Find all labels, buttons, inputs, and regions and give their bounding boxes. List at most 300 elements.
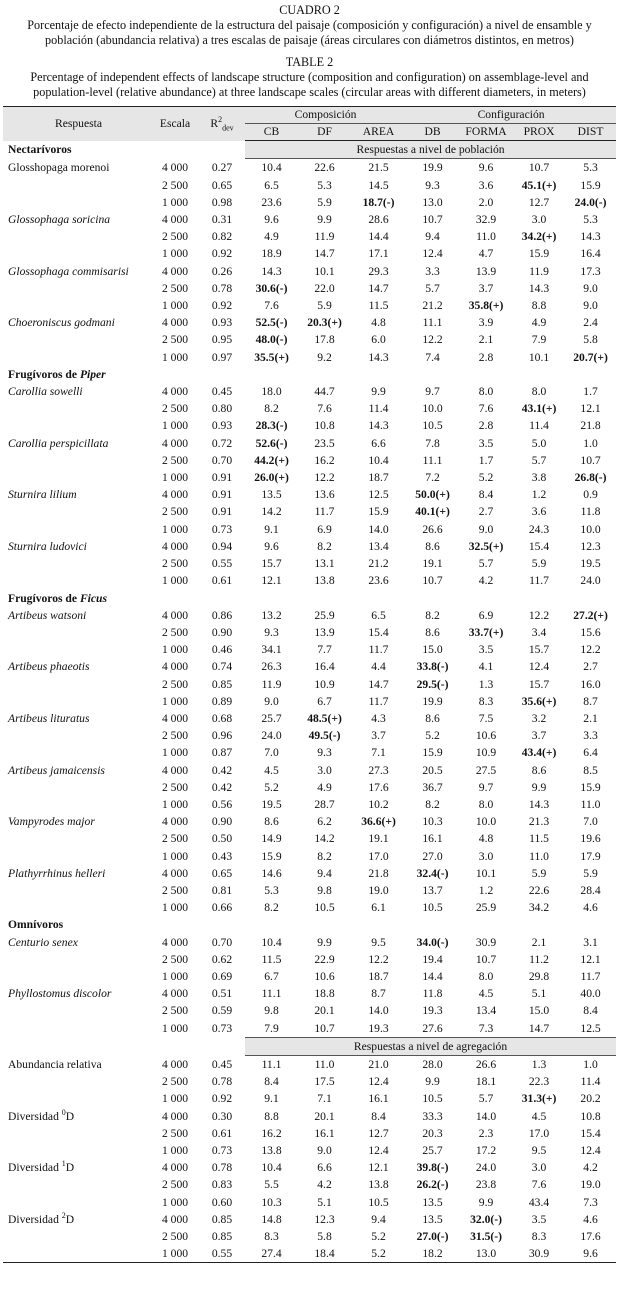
group-row: [3, 141, 616, 159]
scale-cell: 1 000: [161, 419, 189, 433]
scale-cell: 1 000: [161, 1092, 189, 1106]
value-cell: 2.8: [478, 419, 494, 433]
value-cell: 2.8: [478, 350, 494, 364]
scale-cell: 2 500: [161, 1075, 189, 1089]
value-cell: 2.7: [583, 660, 598, 674]
table-row: [3, 1176, 616, 1193]
value-cell: 11.1: [422, 453, 443, 467]
value-cell: 44.7: [314, 385, 335, 399]
value-cell: 24.0: [580, 574, 601, 588]
table-row: [3, 1125, 616, 1142]
scale-cell: 2 500: [161, 402, 189, 416]
value-cell: 8.7: [583, 694, 598, 708]
value-cell: 12.5: [580, 1021, 601, 1035]
scale-cell: 4 000: [161, 815, 189, 829]
value-cell: 8.4: [478, 488, 494, 502]
value-cell: 27.5: [475, 763, 497, 777]
value-cell: 6.5: [371, 608, 386, 622]
value-cell: 32.9: [475, 213, 497, 227]
r2-cell: 0.92: [211, 299, 233, 313]
value-cell: 3.6: [531, 505, 547, 519]
value-cell: 43.4(+): [521, 746, 557, 760]
value-cell: 13.0: [459, 1245, 513, 1263]
scale-cell: 4 000: [161, 935, 189, 949]
value-cell: 9.9: [371, 385, 386, 399]
value-cell: 13.1: [314, 557, 335, 571]
value-cell: 3.0: [478, 849, 494, 863]
r2-cell: 0.46: [211, 643, 233, 657]
table-row: [3, 1159, 616, 1176]
scale-cell: 2 500: [161, 1178, 189, 1192]
value-cell: 5.1: [317, 1195, 332, 1209]
scale-cell: 1 000: [161, 643, 189, 657]
table-row: [3, 194, 616, 211]
value-cell: 10.4: [368, 453, 389, 467]
table-row: [3, 297, 616, 314]
scale-cell: 1 000: [161, 694, 189, 708]
spacer-cell: [245, 590, 616, 607]
response-name: [3, 624, 151, 641]
value-cell: 9.7: [478, 780, 494, 794]
value-cell: 5.7: [478, 1092, 494, 1106]
table-row: [3, 641, 616, 658]
value-cell: 18.2: [406, 1245, 459, 1263]
value-cell: 5.0: [531, 436, 547, 450]
value-cell: 9.2: [317, 350, 332, 364]
table-row: [3, 263, 616, 280]
value-cell: 9.8: [264, 1004, 279, 1018]
value-cell: 21.2: [422, 299, 443, 313]
value-cell: 12.2: [368, 952, 389, 966]
table-row: [3, 469, 616, 486]
value-cell: 20.7(+): [573, 350, 608, 364]
value-cell: 26.0(+): [254, 471, 289, 485]
response-name: Artibeus watsoni: [8, 608, 87, 622]
value-cell: 7.6: [264, 299, 279, 313]
value-cell: 3.5: [531, 1212, 547, 1226]
response-name: [3, 297, 151, 314]
r2-cell: 0.90: [211, 625, 233, 639]
value-cell: 10.4: [261, 161, 282, 175]
scale-cell: 4 000: [161, 316, 189, 330]
value-cell: 28.3(-): [255, 419, 288, 433]
value-cell: 8.6: [425, 711, 440, 725]
value-cell: 24.0(-): [574, 195, 607, 209]
scale-cell: 1 000: [161, 1144, 189, 1157]
header-configuracion: Configuración: [406, 107, 616, 124]
scale-cell: 4 000: [161, 436, 189, 450]
value-cell: 14.3: [580, 230, 601, 244]
scale-cell: 2 500: [161, 1126, 189, 1140]
spacer-cell: [199, 916, 245, 933]
value-cell: 4.9: [531, 316, 547, 330]
r2-cell: 0.26: [211, 264, 233, 278]
r2-cell: 0.72: [211, 436, 233, 450]
response-name: [3, 177, 151, 194]
value-cell: 14.0: [368, 1004, 389, 1018]
value-cell: 5.8: [317, 1230, 332, 1244]
value-cell: 25.7: [261, 711, 282, 725]
value-cell: 18.8: [314, 987, 335, 1001]
value-cell: 14.3: [261, 264, 282, 278]
value-cell: 26.6: [475, 1057, 497, 1071]
response-name: [3, 1002, 151, 1019]
value-cell: 10.9: [475, 746, 497, 760]
value-cell: 4.7: [478, 247, 494, 261]
value-cell: 17.0: [528, 1126, 550, 1140]
value-cell: 18.7: [368, 471, 389, 485]
value-cell: 14.4: [368, 230, 389, 244]
value-cell: 9.9: [531, 780, 547, 794]
value-cell: 6.4: [583, 746, 598, 760]
r2-cell: 0.86: [211, 608, 233, 622]
value-cell: 13.8: [261, 1144, 282, 1157]
scale-cell: 2 500: [161, 832, 189, 846]
table-row: [3, 1245, 616, 1263]
r2-cell: 0.42: [211, 780, 233, 794]
value-cell: 23.6: [368, 574, 389, 588]
value-cell: 9.9: [478, 1195, 494, 1209]
scale-cell: 4 000: [161, 608, 189, 622]
response-name: [3, 1176, 151, 1193]
table-row: [3, 314, 616, 331]
spacer-cell: [245, 366, 616, 383]
value-cell: 17.6: [368, 780, 389, 794]
r2-cell: 0.81: [211, 883, 233, 897]
r2-cell: 0.93: [211, 419, 233, 433]
value-cell: 4.8: [371, 316, 386, 330]
value-cell: 3.7: [478, 281, 494, 295]
table-row: [3, 813, 616, 830]
value-cell: 10.5: [422, 1092, 443, 1106]
value-cell: 9.9: [425, 1075, 440, 1089]
value-cell: 10.3: [261, 1195, 282, 1209]
value-cell: 13.5: [422, 1212, 443, 1226]
r2-cell: 0.45: [211, 1057, 233, 1071]
value-cell: 15.9: [368, 505, 389, 519]
value-cell: 16.2: [314, 453, 335, 467]
table-row: [3, 693, 616, 710]
header-col-df: DF: [298, 124, 351, 141]
value-cell: 12.1: [368, 1161, 389, 1175]
value-cell: 9.0: [264, 694, 279, 708]
value-cell: 11.9: [529, 264, 549, 278]
value-cell: 13.6: [314, 488, 335, 502]
value-cell: 48.0(-): [255, 333, 288, 347]
table-row: [3, 383, 616, 400]
scale-cell: 4 000: [161, 1161, 189, 1175]
value-cell: 7.1: [317, 1092, 332, 1106]
value-cell: 9.0: [478, 522, 494, 536]
scale-cell: 1 000: [161, 195, 189, 209]
value-cell: 33.3: [422, 1109, 443, 1123]
value-cell: 9.4: [317, 866, 332, 880]
value-cell: 33.7(+): [468, 625, 504, 639]
value-cell: 7.7: [317, 643, 332, 657]
value-cell: 14.3: [368, 419, 389, 433]
value-cell: 11.1: [422, 316, 443, 330]
value-cell: 8.3: [478, 694, 494, 708]
value-cell: 8.2: [264, 901, 279, 915]
r2-cell: 0.91: [211, 488, 233, 502]
value-cell: 48.5(+): [307, 711, 342, 725]
value-cell: 10.7: [528, 161, 550, 175]
value-cell: 3.0: [531, 213, 547, 227]
scale-cell: 1 000: [161, 797, 189, 811]
value-cell: 19.5: [261, 797, 282, 811]
value-cell: 7.9: [264, 1021, 279, 1035]
value-cell: 2.1: [531, 935, 547, 949]
value-cell: 11.9: [261, 677, 282, 691]
table-row: [3, 1002, 616, 1019]
value-cell: 0.9: [583, 488, 598, 502]
value-cell: 11.7: [580, 969, 601, 983]
value-cell: 9.1: [264, 1092, 279, 1106]
value-cell: 3.0: [531, 1161, 547, 1175]
value-cell: 14.3: [528, 797, 550, 811]
r2-cell: 0.42: [211, 763, 233, 777]
value-cell: 9.8: [317, 883, 332, 897]
response-name: Sturnira ludovici: [8, 539, 87, 553]
value-cell: 8.2: [425, 608, 440, 622]
value-cell: 5.3: [583, 161, 598, 175]
value-cell: 34.1: [261, 643, 282, 657]
scale-cell: 4 000: [161, 660, 189, 674]
table-row: [3, 1194, 616, 1211]
value-cell: 22.0: [314, 281, 335, 295]
scale-cell: 4 000: [161, 161, 189, 175]
r2-cell: 0.73: [211, 1021, 233, 1035]
value-cell: 6.9: [317, 522, 332, 536]
value-cell: 13.4: [475, 1004, 497, 1018]
value-cell: 20.2: [580, 1092, 601, 1106]
r2-cell: 0.91: [211, 505, 233, 519]
value-cell: 12.4: [580, 1144, 601, 1157]
caption-es-line1: Porcentaje de efecto independiente de la estructura del paisaje (composición y configuración) a nivel de ensamble y: [27, 18, 592, 33]
table-row: [3, 848, 616, 865]
value-cell: 8.4: [583, 1004, 598, 1018]
response-name: [3, 1228, 151, 1245]
table-row: [3, 968, 616, 985]
section-banner-label: Respuestas a nivel de agregación: [245, 1037, 616, 1055]
response-name: Glossophaga soricina: [8, 213, 111, 227]
value-cell: 7.2: [425, 471, 440, 485]
value-cell: 19.1: [422, 557, 443, 571]
r2-cell: 0.66: [211, 901, 233, 915]
table-row: [3, 865, 616, 882]
value-cell: 8.5: [583, 763, 598, 777]
table-row: [3, 762, 616, 779]
value-cell: 23.8: [475, 1178, 497, 1192]
value-cell: 15.7: [261, 557, 282, 571]
value-cell: 19.4: [422, 952, 443, 966]
header-composicion: Composición: [245, 107, 406, 124]
value-cell: 8.7: [371, 987, 386, 1001]
value-cell: 9.1: [264, 522, 279, 536]
response-name: [3, 1125, 151, 1142]
response-name: Centurio senex: [8, 935, 78, 949]
value-cell: 19.6: [580, 832, 601, 846]
value-cell: 20.3: [422, 1126, 443, 1140]
value-cell: 10.5: [368, 1195, 389, 1209]
value-cell: 11.5: [529, 832, 549, 846]
value-cell: 49.5(-): [308, 729, 341, 743]
r2-cell: 0.62: [211, 952, 233, 966]
table-row: [3, 521, 616, 538]
scale-cell: 2 500: [161, 883, 189, 897]
value-cell: 8.3: [531, 1230, 547, 1244]
value-cell: 5.7: [478, 557, 494, 571]
value-cell: 15.4: [528, 539, 550, 553]
value-cell: 3.3: [583, 729, 598, 743]
value-cell: 9.0: [317, 1144, 332, 1157]
r2-cell: 0.95: [211, 333, 233, 347]
value-cell: 23.5: [314, 436, 335, 450]
value-cell: 3.4: [531, 625, 547, 639]
r2-cell: 0.96: [211, 729, 233, 743]
table-row: [3, 624, 616, 641]
value-cell: 26.8(-): [574, 471, 607, 485]
table-row: [3, 349, 616, 366]
value-cell: 8.0: [478, 969, 494, 983]
response-name: Diversidad $^0$D: [8, 1107, 75, 1123]
value-cell: 8.6: [531, 763, 547, 777]
table-row: [3, 1228, 616, 1245]
value-cell: 13.4: [368, 539, 389, 553]
table-row: [3, 830, 616, 847]
value-cell: 10.4: [261, 1161, 282, 1175]
value-cell: 12.3: [580, 539, 601, 553]
value-cell: 19.0: [368, 883, 389, 897]
value-cell: 9.9: [317, 935, 332, 949]
value-cell: 5.8: [583, 333, 598, 347]
value-cell: 27.3: [368, 763, 389, 777]
value-cell: 17.5: [314, 1075, 335, 1089]
r2-cell: 0.55: [199, 1245, 245, 1263]
value-cell: 44.2(+): [254, 453, 289, 467]
value-cell: 14.0: [368, 522, 389, 536]
value-cell: 20.3(+): [307, 316, 342, 330]
value-cell: 15.0: [528, 1004, 550, 1018]
table-row: [3, 245, 616, 262]
value-cell: 4.3: [371, 711, 386, 725]
value-cell: 21.2: [368, 557, 389, 571]
value-cell: 2.0: [478, 195, 494, 209]
r2-cell: 0.61: [211, 574, 233, 588]
table-row: [3, 503, 616, 520]
value-cell: 12.2: [580, 643, 601, 657]
value-cell: 3.5: [478, 643, 494, 657]
value-cell: 10.7: [475, 952, 497, 966]
value-cell: 26.2(-): [416, 1178, 449, 1192]
value-cell: 9.3: [425, 178, 440, 192]
value-cell: 7.3: [478, 1021, 494, 1035]
spacer-cell: [199, 590, 245, 607]
value-cell: 13.8: [368, 1178, 389, 1192]
value-cell: 4.4: [371, 660, 386, 674]
spacer-cell: [151, 366, 199, 383]
value-cell: 9.0: [583, 281, 598, 295]
value-cell: 3.3: [425, 264, 440, 278]
r2-cell: 0.27: [211, 161, 233, 175]
value-cell: 11.7: [314, 505, 335, 519]
response-name: Phyllostomus discolor: [8, 987, 112, 1001]
value-cell: 28.4: [580, 883, 601, 897]
value-cell: 4.9: [264, 230, 279, 244]
value-cell: 12.4: [368, 1075, 389, 1089]
value-cell: 12.4: [422, 247, 443, 261]
value-cell: 22.6: [528, 883, 550, 897]
response-name: Plathyrrhinus helleri: [8, 866, 106, 880]
value-cell: 14.2: [314, 832, 335, 846]
table-row: [3, 417, 616, 434]
value-cell: 2.4: [583, 316, 598, 330]
value-cell: 14.7: [528, 1021, 550, 1035]
table-row: [3, 710, 616, 727]
r2-cell: 0.78: [211, 1161, 233, 1175]
spacer-cell: [151, 590, 199, 607]
r2-cell: 0.83: [211, 1178, 233, 1192]
table-row: [3, 452, 616, 469]
value-cell: 9.7: [425, 385, 440, 399]
value-cell: 18.7: [368, 969, 389, 983]
value-cell: 8.8: [531, 299, 547, 313]
value-cell: 13.9: [475, 264, 497, 278]
value-cell: 12.4: [368, 1144, 389, 1157]
r2-cell: 0.55: [211, 557, 233, 571]
scale-cell: 1 000: [161, 1021, 189, 1035]
value-cell: 5.9: [317, 299, 332, 313]
scale-cell: 2 500: [161, 952, 189, 966]
value-cell: 10.8: [580, 1109, 601, 1123]
value-cell: 1.3: [531, 1057, 547, 1071]
value-cell: 8.2: [425, 797, 440, 811]
scale-cell: 1 000: [161, 901, 189, 915]
value-cell: 10.4: [261, 935, 282, 949]
value-cell: 10.5: [422, 419, 443, 433]
table-row: [3, 1142, 616, 1159]
value-cell: 1.0: [583, 1057, 598, 1071]
value-cell: 12.7: [528, 195, 550, 209]
value-cell: 28.6: [368, 213, 389, 227]
value-cell: 7.3: [583, 1195, 598, 1209]
scale-cell: 1 000: [161, 471, 189, 485]
value-cell: 22.9: [314, 952, 335, 966]
spacer-cell: [245, 916, 616, 933]
value-cell: 7.5: [478, 711, 494, 725]
response-name: [3, 830, 151, 847]
value-cell: 35.5(+): [254, 350, 289, 364]
table-row: [3, 744, 616, 761]
r2-cell: 0.43: [211, 849, 233, 863]
r2-cell: 0.65: [211, 178, 233, 192]
value-cell: 10.1: [314, 264, 335, 278]
value-cell: 9.3: [317, 746, 332, 760]
response-name: Choeroniscus godmani: [8, 316, 115, 330]
value-cell: 2.1: [478, 333, 494, 347]
value-cell: 3.9: [478, 316, 494, 330]
value-cell: 9.4: [425, 230, 440, 244]
r2-cell: 0.94: [211, 539, 233, 553]
value-cell: 11.0: [314, 1057, 335, 1071]
value-cell: 52.6(-): [255, 436, 288, 450]
value-cell: 8.2: [317, 849, 332, 863]
value-cell: 1.2: [531, 488, 547, 502]
header-r2dev: $R^2_{dev}$: [199, 107, 245, 141]
value-cell: 12.2: [314, 471, 335, 485]
response-name: [3, 245, 151, 262]
table-row: [3, 435, 616, 452]
